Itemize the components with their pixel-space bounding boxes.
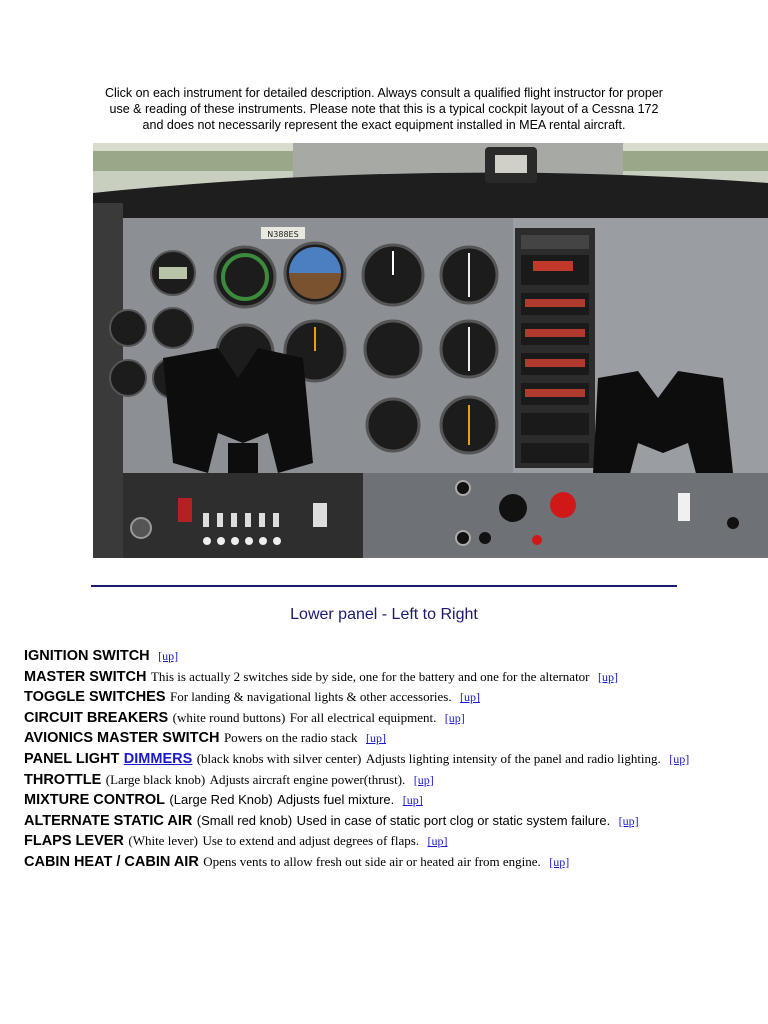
up-link[interactable]: [up] [427, 834, 448, 849]
list-item-circuit-breakers [24, 708, 764, 729]
item-description: Adjusts lighting intensity of the panel and radio lighting. [365, 750, 661, 766]
item-paren-note: (Small red knob) [196, 812, 293, 828]
list-item-toggle-switches [24, 687, 764, 708]
vor-indicator-1[interactable] [441, 247, 497, 303]
up-link[interactable]: [up] [413, 772, 434, 787]
item-term: PANEL LIGHT [24, 750, 120, 767]
tail-number: N388ES [267, 230, 299, 239]
up-link[interactable]: [up] [365, 731, 386, 746]
item-term: CABIN HEAT / CABIN AIR [24, 853, 199, 870]
item-description: Opens vents to allow fresh out side air or heated air from engine. [203, 853, 541, 869]
throttle-knob[interactable] [499, 494, 527, 522]
list-item-cabin-heat-air [24, 852, 764, 873]
up-link[interactable]: [up] [549, 854, 570, 869]
item-term: TOGGLE SWITCHES [24, 689, 166, 706]
list-item-ignition-switch [24, 646, 764, 667]
mixture-control-knob[interactable] [550, 492, 576, 518]
vor-indicator-2[interactable] [441, 321, 497, 377]
up-link[interactable]: [up] [669, 751, 690, 766]
alternate-static-air-knob[interactable] [532, 535, 542, 545]
list-item-master-switch [24, 667, 764, 688]
list-item-alternate-static-air [24, 811, 764, 832]
item-term: CIRCUIT BREAKERS [24, 709, 169, 726]
item-description: Use to extend and adjust degrees of flaps. [202, 833, 420, 849]
item-description: For landing & navigational lights & other accessories. [169, 689, 452, 705]
ignition-switch[interactable] [131, 518, 151, 538]
item-description: Adjusts aircraft engine power(thrust). [209, 771, 406, 787]
item-term: ALTERNATE STATIC AIR [24, 812, 193, 829]
item-paren-note: (White lever) [128, 833, 199, 849]
list-item-avionics-master-switch [24, 728, 764, 749]
vertical-speed-indicator[interactable] [365, 321, 421, 377]
up-link[interactable]: [up] [597, 669, 618, 684]
item-paren-note: (white round buttons) [172, 709, 286, 725]
dimmers-link[interactable]: DIMMERS [123, 750, 193, 767]
section-title: Lower panel - Left to Right [290, 606, 478, 623]
master-switch[interactable] [178, 498, 192, 522]
flaps-lever[interactable] [678, 493, 690, 521]
altimeter[interactable] [363, 245, 423, 305]
item-term: AVIONICS MASTER SWITCH [24, 730, 220, 747]
clock-gauge[interactable] [151, 251, 195, 295]
item-term: THROTTLE [24, 771, 102, 788]
intro-line-3: and does not necessarily represent the exact equipment installed in MEA rental aircraft. [142, 118, 626, 132]
item-paren-note: (black knobs with silver center) [196, 750, 362, 766]
up-link[interactable]: [up] [618, 813, 639, 828]
item-paren-note: (Large Red Knob) [169, 792, 273, 808]
list-item-mixture-control [24, 790, 764, 811]
item-description: Used in case of static port clog or static system failure. [296, 812, 611, 828]
lower-panel-list [24, 646, 764, 873]
item-paren-note: (Large black knob) [105, 771, 206, 787]
item-description: Powers on the radio stack [223, 730, 358, 746]
list-item-flaps-lever [24, 831, 764, 852]
intro-line-2: use & reading of these instruments. Please note that this is a typical cockpit layout of a Cessna 172 [109, 102, 659, 116]
item-description: For all electrical equipment. [289, 709, 437, 725]
item-description: This is actually 2 switches side by side, one for the battery and one for the alternator [150, 668, 590, 684]
item-description: Adjusts fuel mixture. [277, 792, 395, 808]
cockpit-photo[interactable] [93, 143, 768, 558]
adf-indicator[interactable] [441, 397, 497, 453]
item-term: FLAPS LEVER [24, 833, 124, 850]
item-term: MASTER SWITCH [24, 668, 147, 685]
tachometer[interactable] [367, 399, 419, 451]
item-term: IGNITION SWITCH [24, 648, 150, 664]
intro-text [80, 85, 688, 133]
intro-line-1: Click on each instrument for detailed description. Always consult a qualified flight instructor for proper [105, 86, 663, 100]
item-term: MIXTURE CONTROL [24, 792, 165, 809]
list-item-throttle [24, 770, 764, 791]
up-link[interactable]: [up] [444, 710, 465, 725]
airspeed-indicator[interactable] [215, 247, 275, 307]
up-link[interactable]: [up] [158, 649, 179, 663]
up-link[interactable]: [up] [460, 690, 481, 705]
up-link[interactable]: [up] [402, 793, 423, 808]
horizontal-divider [91, 585, 677, 587]
avionics-master-switch[interactable] [313, 503, 327, 527]
attitude-indicator[interactable] [285, 243, 345, 303]
list-item-panel-light-dimmers [24, 749, 764, 770]
